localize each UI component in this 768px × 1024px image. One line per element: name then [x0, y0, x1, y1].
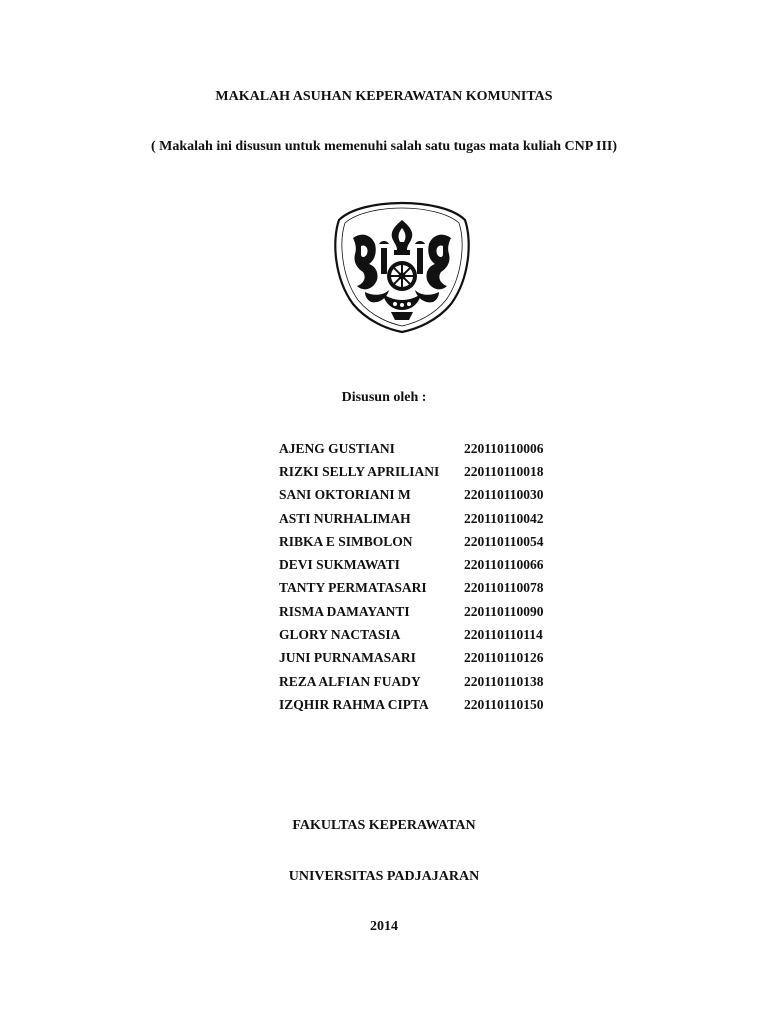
member-row — [279, 623, 579, 646]
document-subtitle: ( Makalah ini disusun untuk memenuhi salah satu tugas mata kuliah CNP III) — [150, 139, 618, 154]
member-nim: 220110110126 — [464, 650, 544, 666]
member-name: DEVI SUKMAWATI — [279, 557, 400, 573]
member-nim: 220110110066 — [464, 557, 544, 573]
document-title: MAKALAH ASUHAN KEPERAWATAN KOMUNITAS — [215, 89, 553, 104]
member-name: AJENG GUSTIANI — [279, 440, 395, 456]
member-name: ASTI NURHALIMAH — [279, 510, 411, 526]
member-row — [279, 693, 579, 716]
document-year: 2014 — [370, 919, 398, 934]
member-row — [279, 437, 579, 460]
member-nim: 220110110090 — [464, 603, 544, 619]
member-nim: 220110110150 — [464, 696, 544, 712]
member-name: RISMA DAMAYANTI — [279, 603, 410, 619]
member-name: TANTY PERMATASARI — [279, 580, 427, 596]
member-nim: 220110110138 — [464, 673, 544, 689]
member-row — [279, 530, 579, 553]
member-nim: 220110110030 — [464, 487, 544, 503]
member-name: IZQHIR RAHMA CIPTA — [279, 696, 429, 712]
faculty-name: FAKULTAS KEPERAWATAN — [292, 818, 476, 833]
member-nim: 220110110006 — [464, 440, 544, 456]
compiled-by-label: Disusun oleh : — [341, 390, 427, 405]
member-list — [279, 437, 579, 717]
member-nim: 220110110042 — [464, 510, 544, 526]
member-row — [279, 647, 579, 670]
member-nim: 220110110114 — [464, 627, 543, 643]
member-row — [279, 484, 579, 507]
member-name: SANI OKTORIANI M — [279, 487, 411, 503]
member-nim: 220110110054 — [464, 533, 544, 549]
member-row — [279, 460, 579, 483]
member-row — [279, 600, 579, 623]
member-name: JUNI PURNAMASARI — [279, 650, 416, 666]
university-name: UNIVERSITAS PADJAJARAN — [288, 869, 480, 884]
member-nim: 220110110078 — [464, 580, 544, 596]
university-crest-icon — [331, 200, 473, 334]
member-row — [279, 670, 579, 693]
member-row — [279, 507, 579, 530]
member-row — [279, 553, 579, 576]
member-row — [279, 577, 579, 600]
member-name: RIBKA E SIMBOLON — [279, 533, 413, 549]
member-nim: 220110110018 — [464, 463, 544, 479]
member-name: REZA ALFIAN FUADY — [279, 673, 421, 689]
member-name: RIZKI SELLY APRILIANI — [279, 463, 440, 479]
member-name: GLORY NACTASIA — [279, 627, 401, 643]
